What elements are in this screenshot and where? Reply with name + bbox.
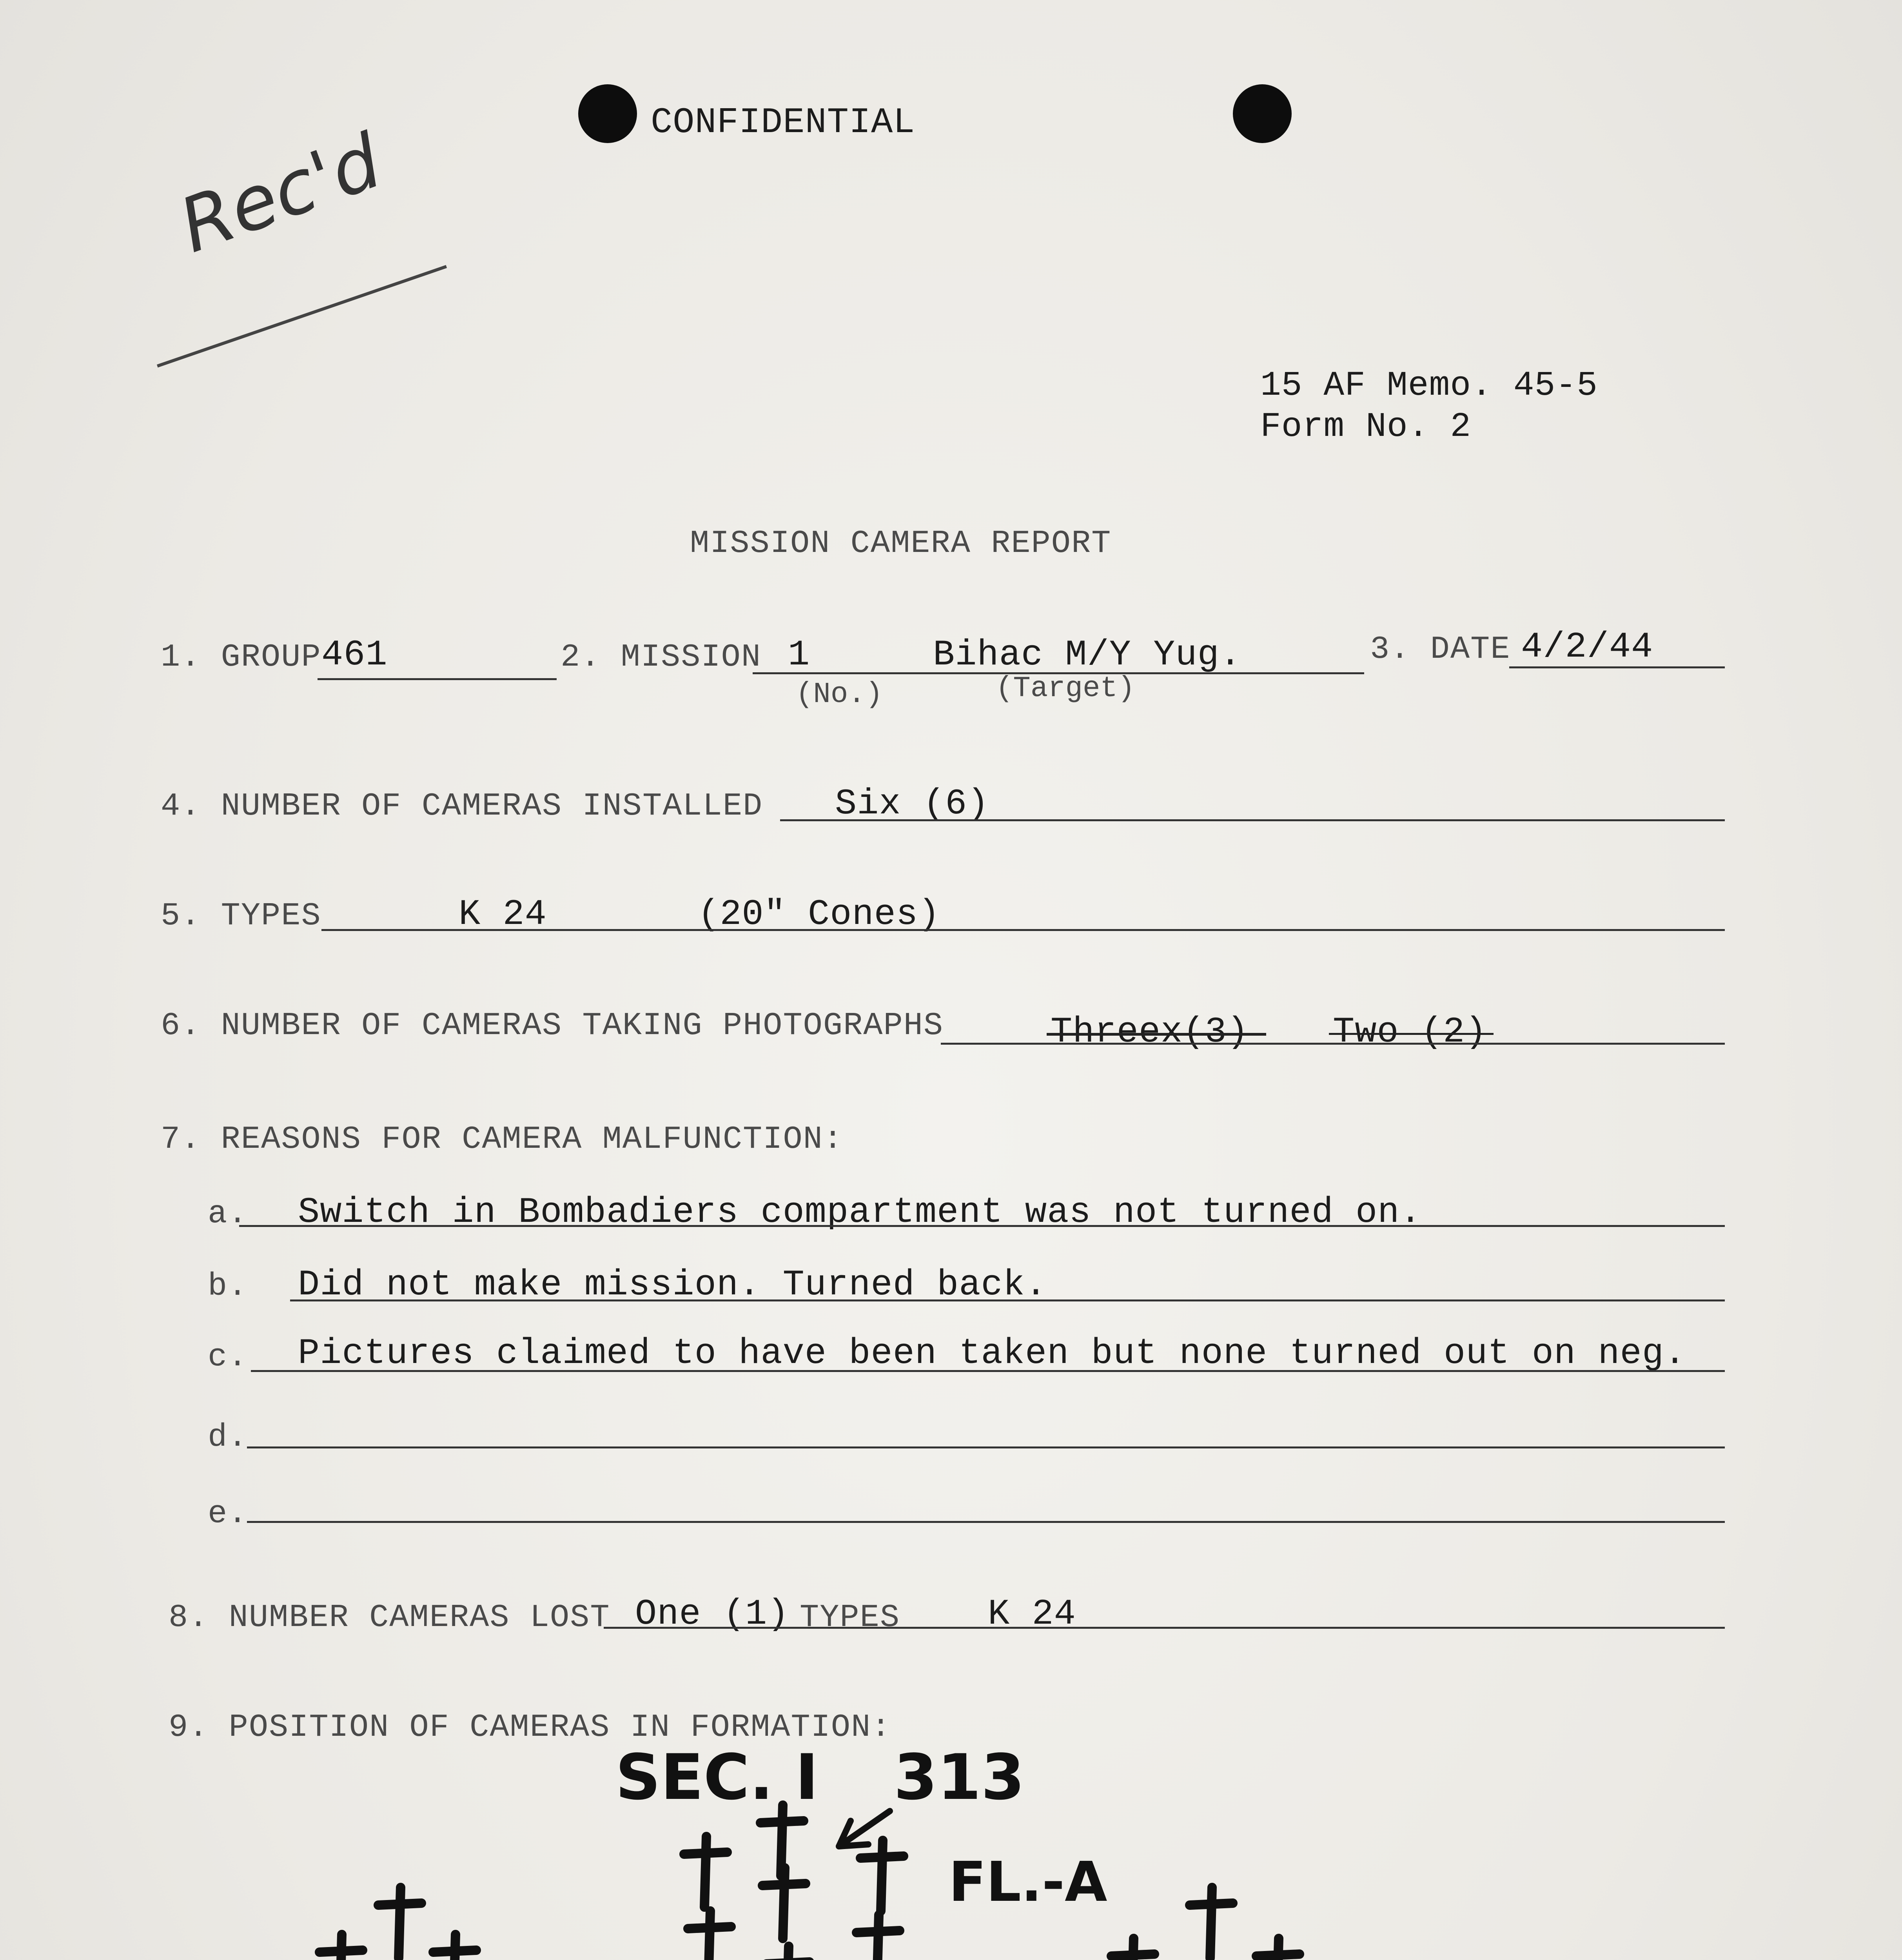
formation-cross-mark (857, 1915, 900, 1960)
formation-cross-mark (378, 1887, 421, 1958)
cameras-taking-struck-value: Threex(3) (1051, 1011, 1249, 1053)
confidential-header: CONFIDENTIAL (651, 102, 915, 143)
malfunction-label: 7. REASONS FOR CAMERA MALFUNCTION: (161, 1121, 844, 1158)
form-number: Form No. 2 (1260, 408, 1472, 446)
cameras-taking-value: Two (2) (1333, 1011, 1487, 1053)
formation-cross-mark (1256, 1938, 1299, 1960)
malfunction-letter-d: d. (208, 1419, 248, 1455)
sec1-fl-a-label: FL.-A (949, 1850, 1107, 1914)
page-title: MISSION CAMERA REPORT (690, 525, 1112, 562)
formation-cross-mark (684, 1837, 727, 1907)
types-value-cones: (20" Cones) (698, 894, 940, 935)
mission-number: 1 (788, 634, 810, 675)
mission-label: 2. MISSION (561, 639, 762, 675)
cameras-lost-types-value: K 24 (988, 1593, 1076, 1635)
formation-cross-mark (688, 1911, 731, 1960)
cameras-lost-value: One (1) (635, 1593, 789, 1635)
received-handwritten-note: Rec'd (169, 118, 392, 270)
formation-cross-mark (766, 1946, 809, 1960)
mission-target-caption: (Target) (996, 672, 1135, 705)
formation-cross-mark (860, 1840, 904, 1911)
date-label: 3. DATE (1370, 631, 1511, 668)
formation-cross-mark (1190, 1887, 1233, 1958)
form-memo-ref: 15 AF Memo. 45-5 (1260, 367, 1598, 405)
cameras-installed-label: 4. NUMBER OF CAMERAS INSTALLED (161, 788, 763, 824)
formation-label: 9. POSITION OF CAMERAS IN FORMATION: (169, 1709, 891, 1746)
group-value: 461 (321, 634, 388, 675)
formation-cross-mark (762, 1868, 806, 1938)
malfunction-item-a: Switch in Bombadiers compartment was not turned on. (298, 1192, 1422, 1233)
sec1-label: SEC. I (615, 1740, 819, 1814)
date-value: 4/2/44 (1521, 626, 1653, 668)
malfunction-letter-c: c. (208, 1339, 248, 1375)
formation-cross-mark (433, 1935, 476, 1960)
cameras-lost-types-label: TYPES (800, 1599, 900, 1636)
cameras-lost-label: 8. NUMBER CAMERAS LOST (169, 1599, 610, 1636)
malfunction-item-c: Pictures claimed to have been taken but none turned out on neg. (298, 1333, 1686, 1374)
types-label: 5. TYPES (161, 898, 321, 934)
formation-cross-mark (1111, 1938, 1154, 1960)
malfunction-item-b: Did not make mission. Turned back. (298, 1264, 1047, 1305)
cameras-taking-label: 6. NUMBER OF CAMERAS TAKING PHOTOGRAPHS (161, 1007, 944, 1044)
cameras-installed-value: Six (6) (835, 783, 989, 824)
mission-number-caption: (No.) (796, 678, 883, 711)
malfunction-letter-b: b. (208, 1268, 248, 1305)
formation-cross-mark (319, 1935, 363, 1960)
malfunction-letter-a: a. (208, 1196, 248, 1232)
group-label: 1. GROUP (161, 639, 321, 675)
types-value-k24: K 24 (459, 894, 547, 935)
sec1-number: 313 (894, 1740, 1025, 1814)
mission-target: Bihac M/Y Yug. (933, 634, 1241, 675)
malfunction-letter-e: e. (208, 1495, 248, 1532)
